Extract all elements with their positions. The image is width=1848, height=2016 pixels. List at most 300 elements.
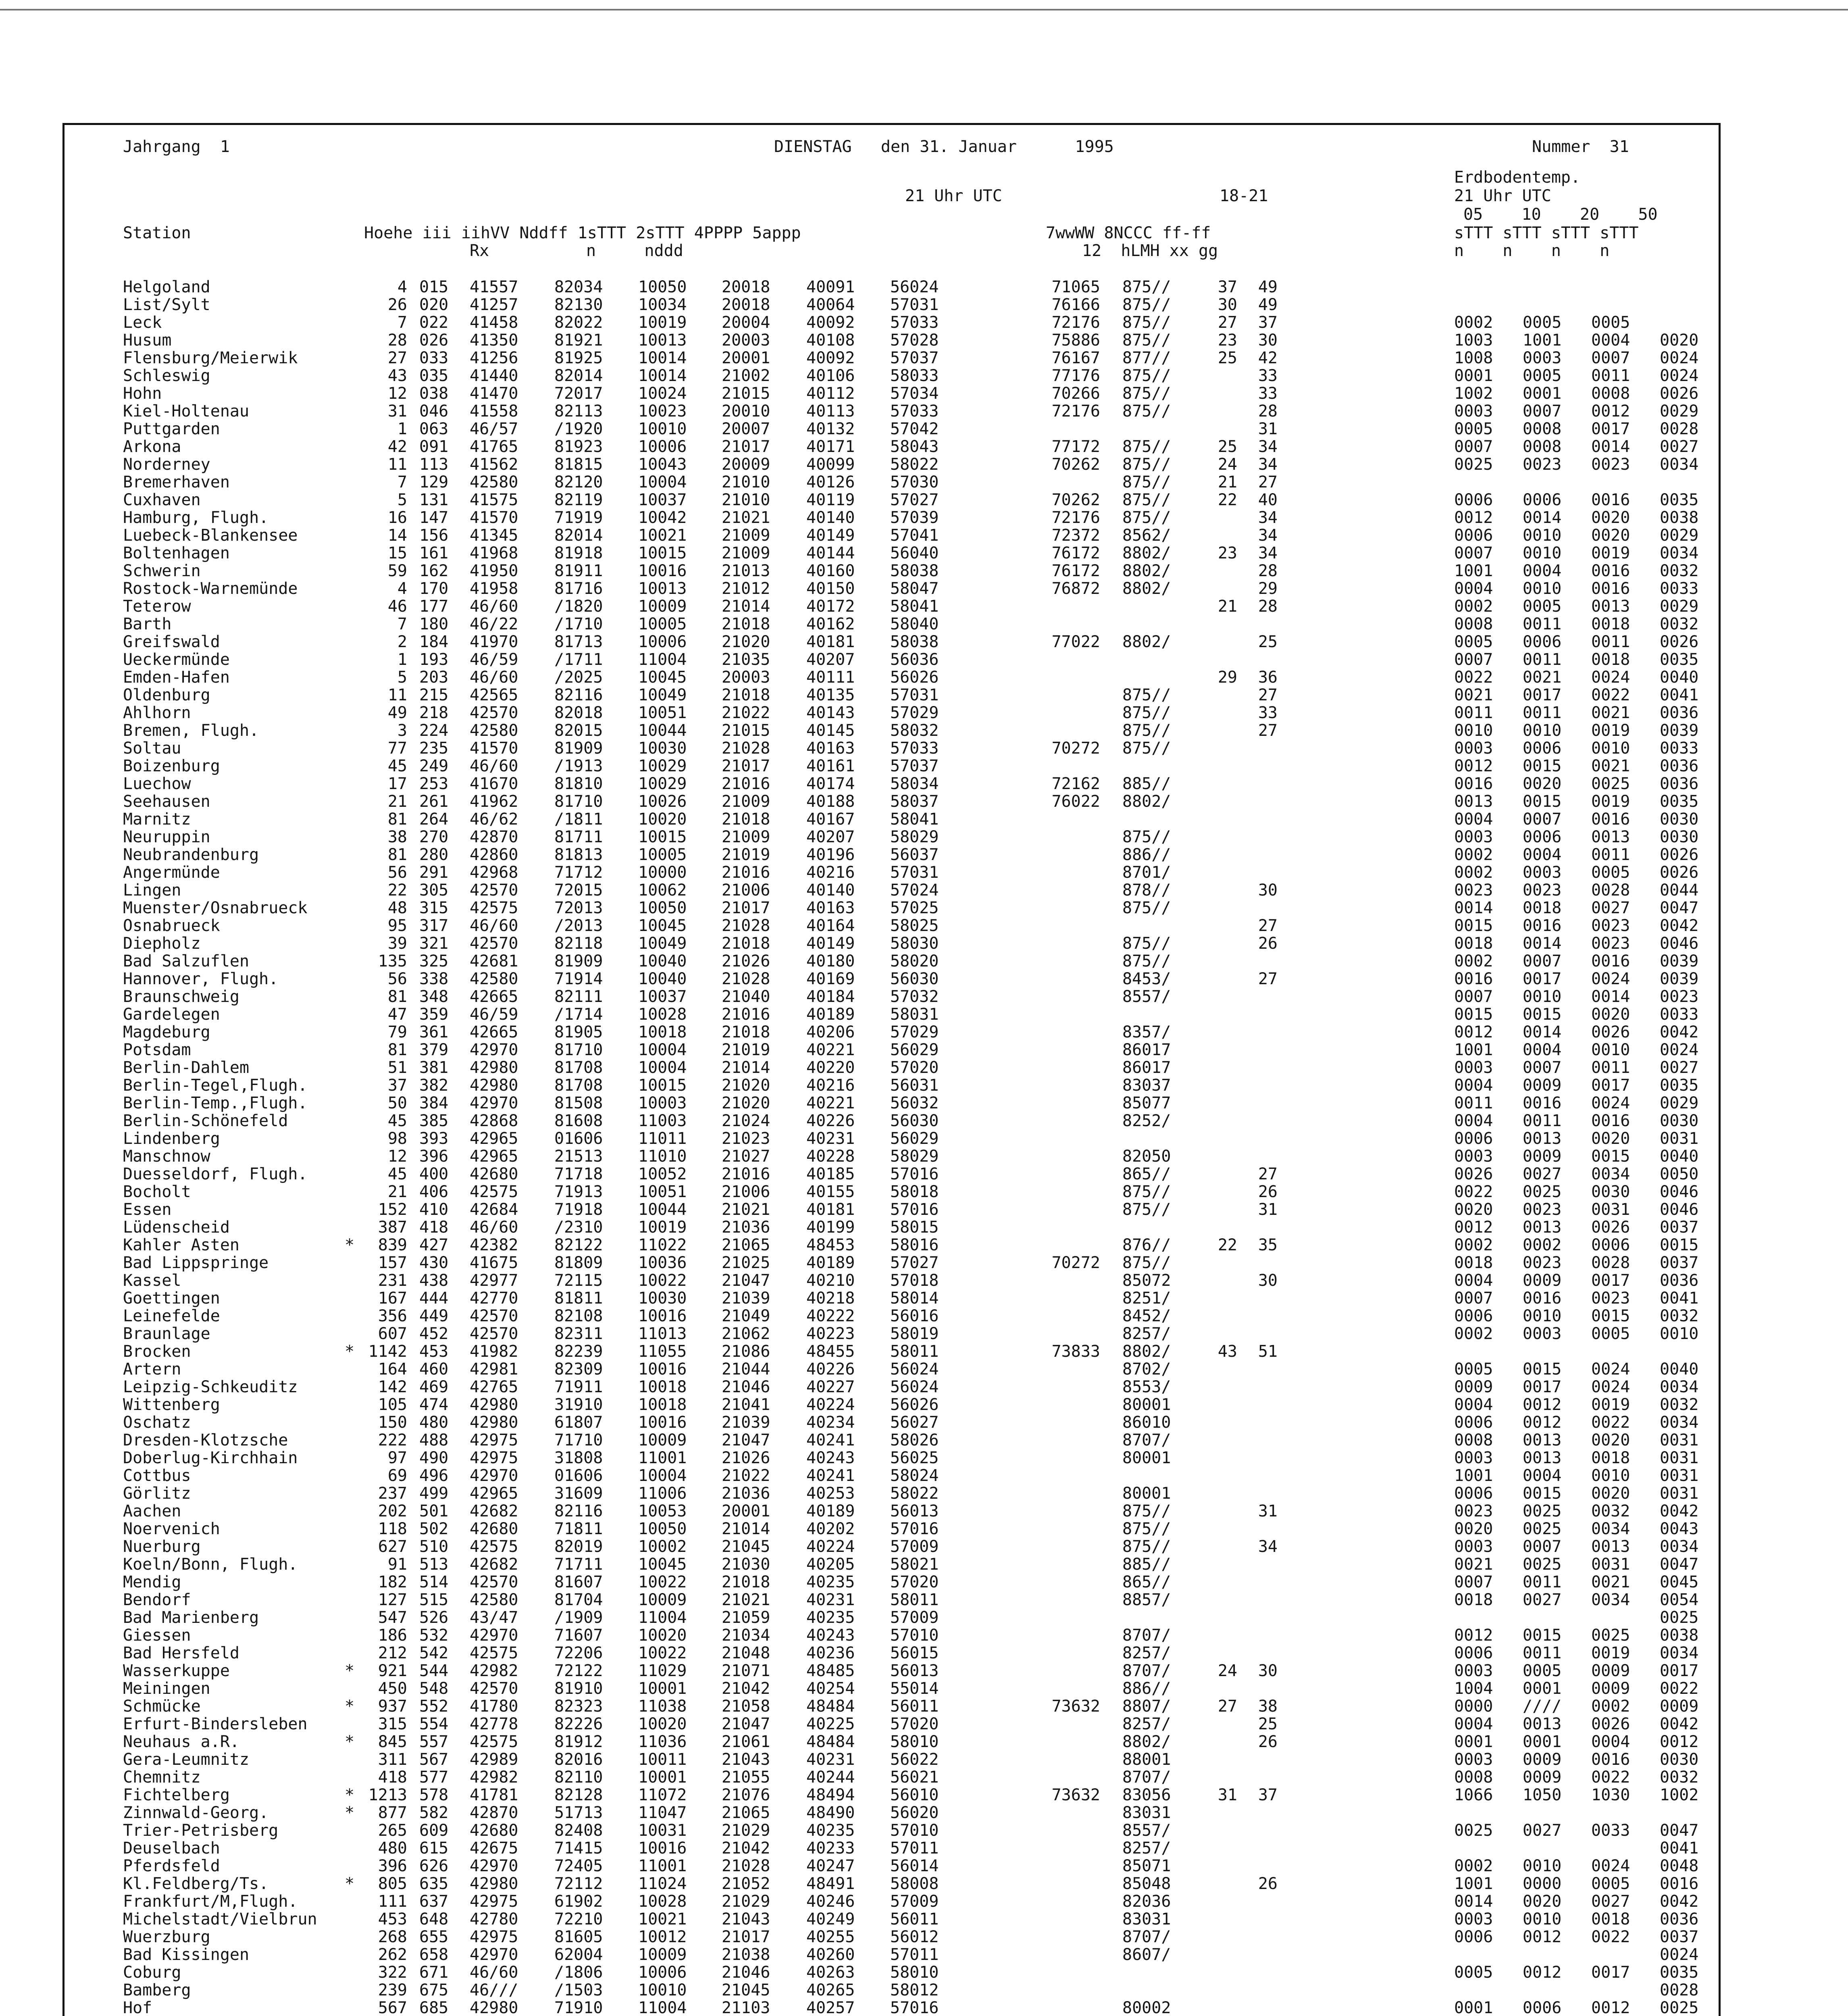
code-iihvv: 46/60 <box>470 916 518 935</box>
code-nddff: 71415 <box>554 1839 603 1858</box>
cloud-group: 83031 <box>1122 1910 1171 1929</box>
code-nddff: 82116 <box>554 686 603 704</box>
code-iihvv: 46/// <box>470 1981 518 1999</box>
soil-temp-5cm: 0014 <box>1454 1892 1493 1911</box>
code-nddff: /1909 <box>554 1608 603 1627</box>
soil-temp-10cm: 0013 <box>1523 1218 1562 1237</box>
station-name: Dresden-Klotzsche <box>123 1431 288 1450</box>
cloud-group: 8557/ <box>1122 987 1171 1006</box>
soil-temp-5cm: 0023 <box>1454 881 1493 900</box>
code-iihvv: 41562 <box>470 455 518 474</box>
soil-temp-10cm: 0017 <box>1523 686 1562 704</box>
station-id: 180 <box>419 615 449 633</box>
dewpoint-group: 21012 <box>722 579 770 598</box>
code-iihvv: 41958 <box>470 579 518 598</box>
soil-temp-50cm: 0035 <box>1660 792 1699 811</box>
table-row <box>0 1644 1848 1662</box>
soil-temp-20cm: 0024 <box>1591 1857 1630 1875</box>
station-name: Helgoland <box>123 278 210 296</box>
code-iihvv: 42681 <box>470 952 518 971</box>
tendency-group: 58016 <box>890 1236 939 1254</box>
soil-temp-5cm: 1008 <box>1454 349 1493 367</box>
station-id: 203 <box>419 668 449 687</box>
code-nddff: 71910 <box>554 1999 603 2016</box>
station-height: 5 <box>397 668 407 687</box>
code-nddff: 82016 <box>554 1750 603 1769</box>
station-height: 17 <box>387 775 407 793</box>
table-row <box>0 881 1848 899</box>
table-row <box>0 1467 1848 1485</box>
table-row <box>0 1378 1848 1396</box>
gust-peak: 28 <box>1258 562 1278 580</box>
station-id: 515 <box>419 1591 449 1609</box>
tendency-group: 56027 <box>890 1413 939 1432</box>
dewpoint-group: 21047 <box>722 1431 770 1450</box>
code-iihvv: 42570 <box>470 1573 518 1591</box>
soil-temp-5cm: 0007 <box>1454 987 1493 1006</box>
station-name: Boltenhagen <box>123 544 230 562</box>
table-row <box>0 917 1848 935</box>
tendency-group: 57009 <box>890 1892 939 1911</box>
table-row <box>0 1893 1848 1910</box>
tendency-group: 58018 <box>890 1183 939 1201</box>
temperature-group: 10053 <box>638 1502 687 1520</box>
temperature-group: 10012 <box>638 1928 687 1946</box>
soil-temp-10cm: 0007 <box>1523 1058 1562 1077</box>
soil-temp-50cm: 0036 <box>1660 1271 1699 1290</box>
table-row <box>0 1573 1848 1591</box>
tendency-group: 57037 <box>890 757 939 775</box>
soil-temp-5cm: 1001 <box>1454 1874 1493 1893</box>
code-nddff: 81704 <box>554 1591 603 1609</box>
soil-temp-20cm: 0024 <box>1591 668 1630 687</box>
cloud-group: 875// <box>1122 367 1171 385</box>
soil-temp-20cm: 0005 <box>1591 1874 1630 1893</box>
soil-temp-10cm: 0004 <box>1523 562 1562 580</box>
station-name: Neuruppin <box>123 828 210 846</box>
code-iihvv: 42970 <box>470 1041 518 1059</box>
tendency-group: 58012 <box>890 1981 939 1999</box>
soil-temp-10cm: 0009 <box>1523 1147 1562 1166</box>
code-iihvv: 42970 <box>470 1626 518 1645</box>
temperature-group: 10021 <box>638 526 687 545</box>
tendency-group: 56032 <box>890 1094 939 1112</box>
code-nddff: 81713 <box>554 633 603 651</box>
temperature-group: 10026 <box>638 792 687 811</box>
pressure-group: 48455 <box>806 1342 855 1361</box>
station-height: 11 <box>387 686 407 704</box>
right-subheaders: 12 hLMH xx gg <box>1082 242 1218 260</box>
cloud-group: 875// <box>1122 1520 1171 1538</box>
cloud-group: 8707/ <box>1122 1928 1171 1946</box>
soil-temp-10cm: 0011 <box>1523 615 1562 633</box>
weather-group: 76172 <box>1051 562 1100 580</box>
soil-temp-5cm: 0003 <box>1454 1058 1493 1077</box>
volume-label: Jahrgang 1 <box>123 137 230 156</box>
station-name: Teterow <box>123 597 191 616</box>
station-name: Lüdenscheid <box>123 1218 230 1237</box>
soil-temp-10cm: 0015 <box>1523 792 1562 811</box>
cloud-group: 80001 <box>1122 1395 1171 1414</box>
pressure-group: 40111 <box>806 668 855 687</box>
soil-temp-5cm: 1003 <box>1454 331 1493 350</box>
tendency-group: 56013 <box>890 1502 939 1520</box>
soil-temp-10cm: 0001 <box>1523 384 1562 403</box>
soil-temp-20cm: 0004 <box>1591 1733 1630 1751</box>
code-iihvv: 42575 <box>470 1644 518 1662</box>
station-height: 1213 <box>368 1786 407 1804</box>
code-iihvv: 46/59 <box>470 650 518 669</box>
table-row <box>0 1804 1848 1822</box>
soil-temp-20cm: 0026 <box>1591 1715 1630 1733</box>
soil-temp-10cm: 0015 <box>1523 1360 1562 1379</box>
tendency-group: 58019 <box>890 1325 939 1343</box>
cloud-group: 875// <box>1122 508 1171 527</box>
code-iihvv: 41575 <box>470 491 518 509</box>
tendency-group: 57033 <box>890 313 939 332</box>
station-id: 046 <box>419 402 449 421</box>
station-id: 020 <box>419 296 449 314</box>
station-name: Duesseldorf, Flugh. <box>123 1165 308 1183</box>
soil-temp-10cm: 0023 <box>1523 1200 1562 1219</box>
dewpoint-group: 21044 <box>722 1360 770 1379</box>
gust-max: 24 <box>1217 455 1237 474</box>
cloud-group: 85048 <box>1122 1874 1171 1893</box>
cloud-group: 8707/ <box>1122 1662 1171 1680</box>
station-name: Rostock-Warnemünde <box>123 579 298 598</box>
weather-group: 73632 <box>1051 1786 1100 1804</box>
station-height: 21 <box>387 792 407 811</box>
dewpoint-group: 21042 <box>722 1839 770 1858</box>
code-nddff: 81716 <box>554 579 603 598</box>
soil-temp-10cm: 0020 <box>1523 1892 1562 1911</box>
station-id: 161 <box>419 544 449 562</box>
dewpoint-group: 21009 <box>722 828 770 846</box>
dewpoint-group: 21020 <box>722 633 770 651</box>
code-iihvv: 41968 <box>470 544 518 562</box>
soil-temp-5cm: 0018 <box>1454 1591 1493 1609</box>
soil-temp-5cm: 0005 <box>1454 1360 1493 1379</box>
weather-group: 72176 <box>1051 402 1100 421</box>
code-iihvv: 46/60 <box>470 1218 518 1237</box>
soil-temp-20cm: 0027 <box>1591 899 1630 917</box>
soil-temp-5cm: 0009 <box>1454 1378 1493 1396</box>
pressure-group: 40092 <box>806 313 855 332</box>
table-row <box>0 1112 1848 1130</box>
soil-temp-10cm: 0011 <box>1523 1644 1562 1662</box>
weather-group: 70262 <box>1051 455 1100 474</box>
temperature-group: 10013 <box>638 331 687 350</box>
soil-temp-5cm: 0007 <box>1454 650 1493 669</box>
table-row <box>0 793 1848 810</box>
dewpoint-group: 21103 <box>722 1999 770 2016</box>
weather-group: 77172 <box>1051 437 1100 456</box>
station-name: Angermünde <box>123 863 220 882</box>
cloud-group: 8452/ <box>1122 1307 1171 1325</box>
station-height: 97 <box>387 1449 407 1467</box>
pressure-group: 40162 <box>806 615 855 633</box>
station-name: Barth <box>123 615 172 633</box>
station-name: Brocken <box>123 1342 191 1361</box>
soil-temp-50cm: 0031 <box>1660 1129 1699 1148</box>
code-iihvv: 46/60 <box>470 757 518 775</box>
code-iihvv: 42570 <box>470 704 518 722</box>
gust-max: 27 <box>1217 1697 1237 1716</box>
soil-temp-5cm: 1001 <box>1454 1466 1493 1485</box>
code-nddff: 72210 <box>554 1910 603 1929</box>
soil-temp-20cm: 0034 <box>1591 1520 1630 1538</box>
cloud-group: 8802/ <box>1122 792 1171 811</box>
code-iihvv: 42977 <box>470 1271 518 1290</box>
temperature-group: 10016 <box>638 1360 687 1379</box>
dewpoint-group: 21017 <box>722 899 770 917</box>
cloud-group: 80001 <box>1122 1484 1171 1503</box>
cloud-group: 875// <box>1122 313 1171 332</box>
table-row <box>0 935 1848 952</box>
dewpoint-group: 21086 <box>722 1342 770 1361</box>
gust-peak: 51 <box>1258 1342 1278 1361</box>
soil-temp-20cm: 0027 <box>1591 1892 1630 1911</box>
table-row <box>0 527 1848 544</box>
soil-temp-20cm: 0019 <box>1591 1644 1630 1662</box>
table-row <box>0 349 1848 367</box>
soil-temp-title: Erdbodentemp. <box>1454 168 1581 187</box>
station-name: Husum <box>123 331 172 350</box>
dewpoint-group: 21024 <box>722 1112 770 1130</box>
station-height: 56 <box>387 970 407 988</box>
dewpoint-group: 21023 <box>722 1129 770 1148</box>
soil-temp-50cm: 0034 <box>1660 1537 1699 1556</box>
cloud-group: 875// <box>1122 491 1171 509</box>
table-row <box>0 988 1848 1006</box>
station-height: 49 <box>387 704 407 722</box>
station-name: Bamberg <box>123 1981 191 1999</box>
pressure-group: 40188 <box>806 792 855 811</box>
weather-group: 76872 <box>1051 579 1100 598</box>
station-height: 21 <box>387 1183 407 1201</box>
gust-peak: 35 <box>1258 1236 1278 1254</box>
gust-max: 24 <box>1217 1662 1237 1680</box>
pressure-group: 40092 <box>806 349 855 367</box>
code-nddff: 01606 <box>554 1466 603 1485</box>
mountain-marker: * <box>345 1786 355 1804</box>
soil-temp-20cm: 0023 <box>1591 934 1630 953</box>
soil-temp-5cm: 0007 <box>1454 1573 1493 1591</box>
pressure-group: 40144 <box>806 544 855 562</box>
code-iihvv: 42684 <box>470 1200 518 1219</box>
station-height: 37 <box>387 1076 407 1095</box>
soil-temp-10cm: 0011 <box>1523 704 1562 722</box>
pressure-group: 40207 <box>806 828 855 846</box>
weather-group: 70262 <box>1051 491 1100 509</box>
code-iihvv: 42975 <box>470 1892 518 1911</box>
table-row <box>0 1325 1848 1343</box>
soil-temp-50cm: 0048 <box>1660 1857 1699 1875</box>
station-name: Ahlhorn <box>123 704 191 722</box>
code-iihvv: 42975 <box>470 1431 518 1450</box>
gust-peak: 26 <box>1258 1183 1278 1201</box>
soil-temp-10cm: 0023 <box>1523 455 1562 474</box>
code-iihvv: 42570 <box>470 881 518 900</box>
station-height: 81 <box>387 987 407 1006</box>
soil-temp-5cm: 0006 <box>1454 526 1493 545</box>
soil-temp-20cm: 0034 <box>1591 1591 1630 1609</box>
dewpoint-group: 21049 <box>722 1307 770 1325</box>
pressure-group: 40233 <box>806 1839 855 1858</box>
station-name: Schwerin <box>123 562 201 580</box>
station-height: 315 <box>378 1715 407 1733</box>
station-name: Bad Kissingen <box>123 1945 250 1964</box>
temperature-group: 10042 <box>638 508 687 527</box>
code-iihvv: 46/22 <box>470 615 518 633</box>
code-iihvv: 41557 <box>470 278 518 296</box>
code-nddff: 71607 <box>554 1626 603 1645</box>
station-id: 532 <box>419 1626 449 1645</box>
soil-temp-20cm: 0009 <box>1591 1662 1630 1680</box>
soil-temp-20cm: 0012 <box>1591 1999 1630 2016</box>
dewpoint-group: 20018 <box>722 296 770 314</box>
code-iihvv: 42570 <box>470 1325 518 1343</box>
code-iihvv: 42989 <box>470 1750 518 1769</box>
soil-temp-50cm: 0032 <box>1660 615 1699 633</box>
soil-temp-10cm: 0021 <box>1523 668 1562 687</box>
station-name: Bocholt <box>123 1183 191 1201</box>
temperature-group: 10040 <box>638 970 687 988</box>
code-nddff: 61902 <box>554 1892 603 1911</box>
pressure-group: 40149 <box>806 526 855 545</box>
pressure-group: 40231 <box>806 1750 855 1769</box>
soil-temp-10cm: 0001 <box>1523 1679 1562 1698</box>
soil-temp-50cm: 0034 <box>1660 1644 1699 1662</box>
soil-temp-50cm: 0022 <box>1660 1679 1699 1698</box>
table-row <box>0 1751 1848 1768</box>
station-name: Seehausen <box>123 792 210 811</box>
table-row <box>0 1396 1848 1414</box>
soil-temp-10cm: 0025 <box>1523 1520 1562 1538</box>
code-nddff: 82120 <box>554 473 603 492</box>
gust-peak: 34 <box>1258 455 1278 474</box>
soil-temp-10cm: 0005 <box>1523 597 1562 616</box>
code-iihvv: 42975 <box>470 1928 518 1946</box>
station-name: Manschnow <box>123 1147 210 1166</box>
station-id: 113 <box>419 455 449 474</box>
soil-temp-10cm: 0025 <box>1523 1555 1562 1574</box>
soil-temp-50cm: 0030 <box>1660 828 1699 846</box>
pressure-group: 40207 <box>806 650 855 669</box>
tendency-group: 57027 <box>890 1254 939 1272</box>
table-row <box>0 615 1848 633</box>
station-height: 418 <box>378 1768 407 1787</box>
soil-temp-5cm: 0003 <box>1454 1662 1493 1680</box>
station-height: 387 <box>378 1218 407 1237</box>
station-name: Ueckermünde <box>123 650 230 669</box>
station-id: 325 <box>419 952 449 971</box>
code-nddff: 82110 <box>554 1768 603 1787</box>
soil-temp-20cm: 0031 <box>1591 1200 1630 1219</box>
station-name: Wasserkuppe <box>123 1662 230 1680</box>
gust-max: 23 <box>1217 544 1237 562</box>
station-height: 77 <box>387 739 407 758</box>
table-row <box>0 775 1848 793</box>
pressure-group: 40235 <box>806 1608 855 1627</box>
code-iihvv: 46/60 <box>470 1963 518 1982</box>
soil-temp-50cm: 0026 <box>1660 633 1699 651</box>
table-row <box>0 1627 1848 1644</box>
tendency-group: 56012 <box>890 1928 939 1946</box>
table-row <box>0 278 1848 296</box>
soil-temp-5cm: 0003 <box>1454 402 1493 421</box>
code-iihvv: 42981 <box>470 1360 518 1379</box>
cloud-group: 8257/ <box>1122 1644 1171 1662</box>
code-nddff: 81925 <box>554 349 603 367</box>
station-id: 410 <box>419 1200 449 1219</box>
station-id: 170 <box>419 579 449 598</box>
soil-temp-10cm: 0006 <box>1523 828 1562 846</box>
cloud-group: 83037 <box>1122 1076 1171 1095</box>
temperature-group: 10010 <box>638 1981 687 1999</box>
dewpoint-group: 21036 <box>722 1484 770 1503</box>
pressure-group: 40236 <box>806 1644 855 1662</box>
pressure-group: 40135 <box>806 686 855 704</box>
station-height: 43 <box>387 367 407 385</box>
station-id: 609 <box>419 1821 449 1840</box>
code-iihvv: 41558 <box>470 402 518 421</box>
soil-temp-50cm: 0029 <box>1660 402 1699 421</box>
code-iihvv: 42970 <box>470 1945 518 1964</box>
soil-temp-50cm: 0035 <box>1660 650 1699 669</box>
soil-temp-10cm: 0014 <box>1523 1023 1562 1041</box>
soil-temp-10cm: 0003 <box>1523 349 1562 367</box>
pressure-group: 40222 <box>806 1307 855 1325</box>
table-row <box>0 828 1848 846</box>
code-nddff: 51713 <box>554 1804 603 1822</box>
gust-peak: 31 <box>1258 420 1278 438</box>
temperature-group: 11006 <box>638 1484 687 1503</box>
cloud-group: 8857/ <box>1122 1591 1171 1609</box>
code-nddff: 82116 <box>554 1502 603 1520</box>
cloud-group: 8802/ <box>1122 1733 1171 1751</box>
code-iihvv: 42570 <box>470 1679 518 1698</box>
pressure-group: 40171 <box>806 437 855 456</box>
soil-temp-20cm: 0023 <box>1591 455 1630 474</box>
dewpoint-group: 21018 <box>722 686 770 704</box>
tendency-group: 57029 <box>890 1023 939 1041</box>
temperature-group: 10022 <box>638 1271 687 1290</box>
soil-temp-10cm: 0016 <box>1523 1289 1562 1308</box>
temperature-group: 10015 <box>638 544 687 562</box>
station-id: 582 <box>419 1804 449 1822</box>
gust-peak: 26 <box>1258 1733 1278 1751</box>
temperature-group: 10014 <box>638 367 687 385</box>
soil-temp-20cm: 0024 <box>1591 970 1630 988</box>
temperature-group: 10016 <box>638 562 687 580</box>
station-height: 4 <box>397 278 407 296</box>
gust-peak: 34 <box>1258 437 1278 456</box>
station-name: Goettingen <box>123 1289 220 1308</box>
soil-temp-20cm: 0023 <box>1591 916 1630 935</box>
station-name: Pferdsfeld <box>123 1857 220 1875</box>
mountain-marker: * <box>345 1733 355 1751</box>
soil-temp-50cm: 0029 <box>1660 597 1699 616</box>
soil-temp-5cm: 0012 <box>1454 1023 1493 1041</box>
pressure-group: 40196 <box>806 846 855 864</box>
table-row <box>0 1289 1848 1307</box>
station-id: 035 <box>419 367 449 385</box>
dewpoint-group: 21018 <box>722 810 770 829</box>
soil-temp-20cm: 0018 <box>1591 1910 1630 1929</box>
station-id: 552 <box>419 1697 449 1716</box>
tendency-group: 58037 <box>890 792 939 811</box>
